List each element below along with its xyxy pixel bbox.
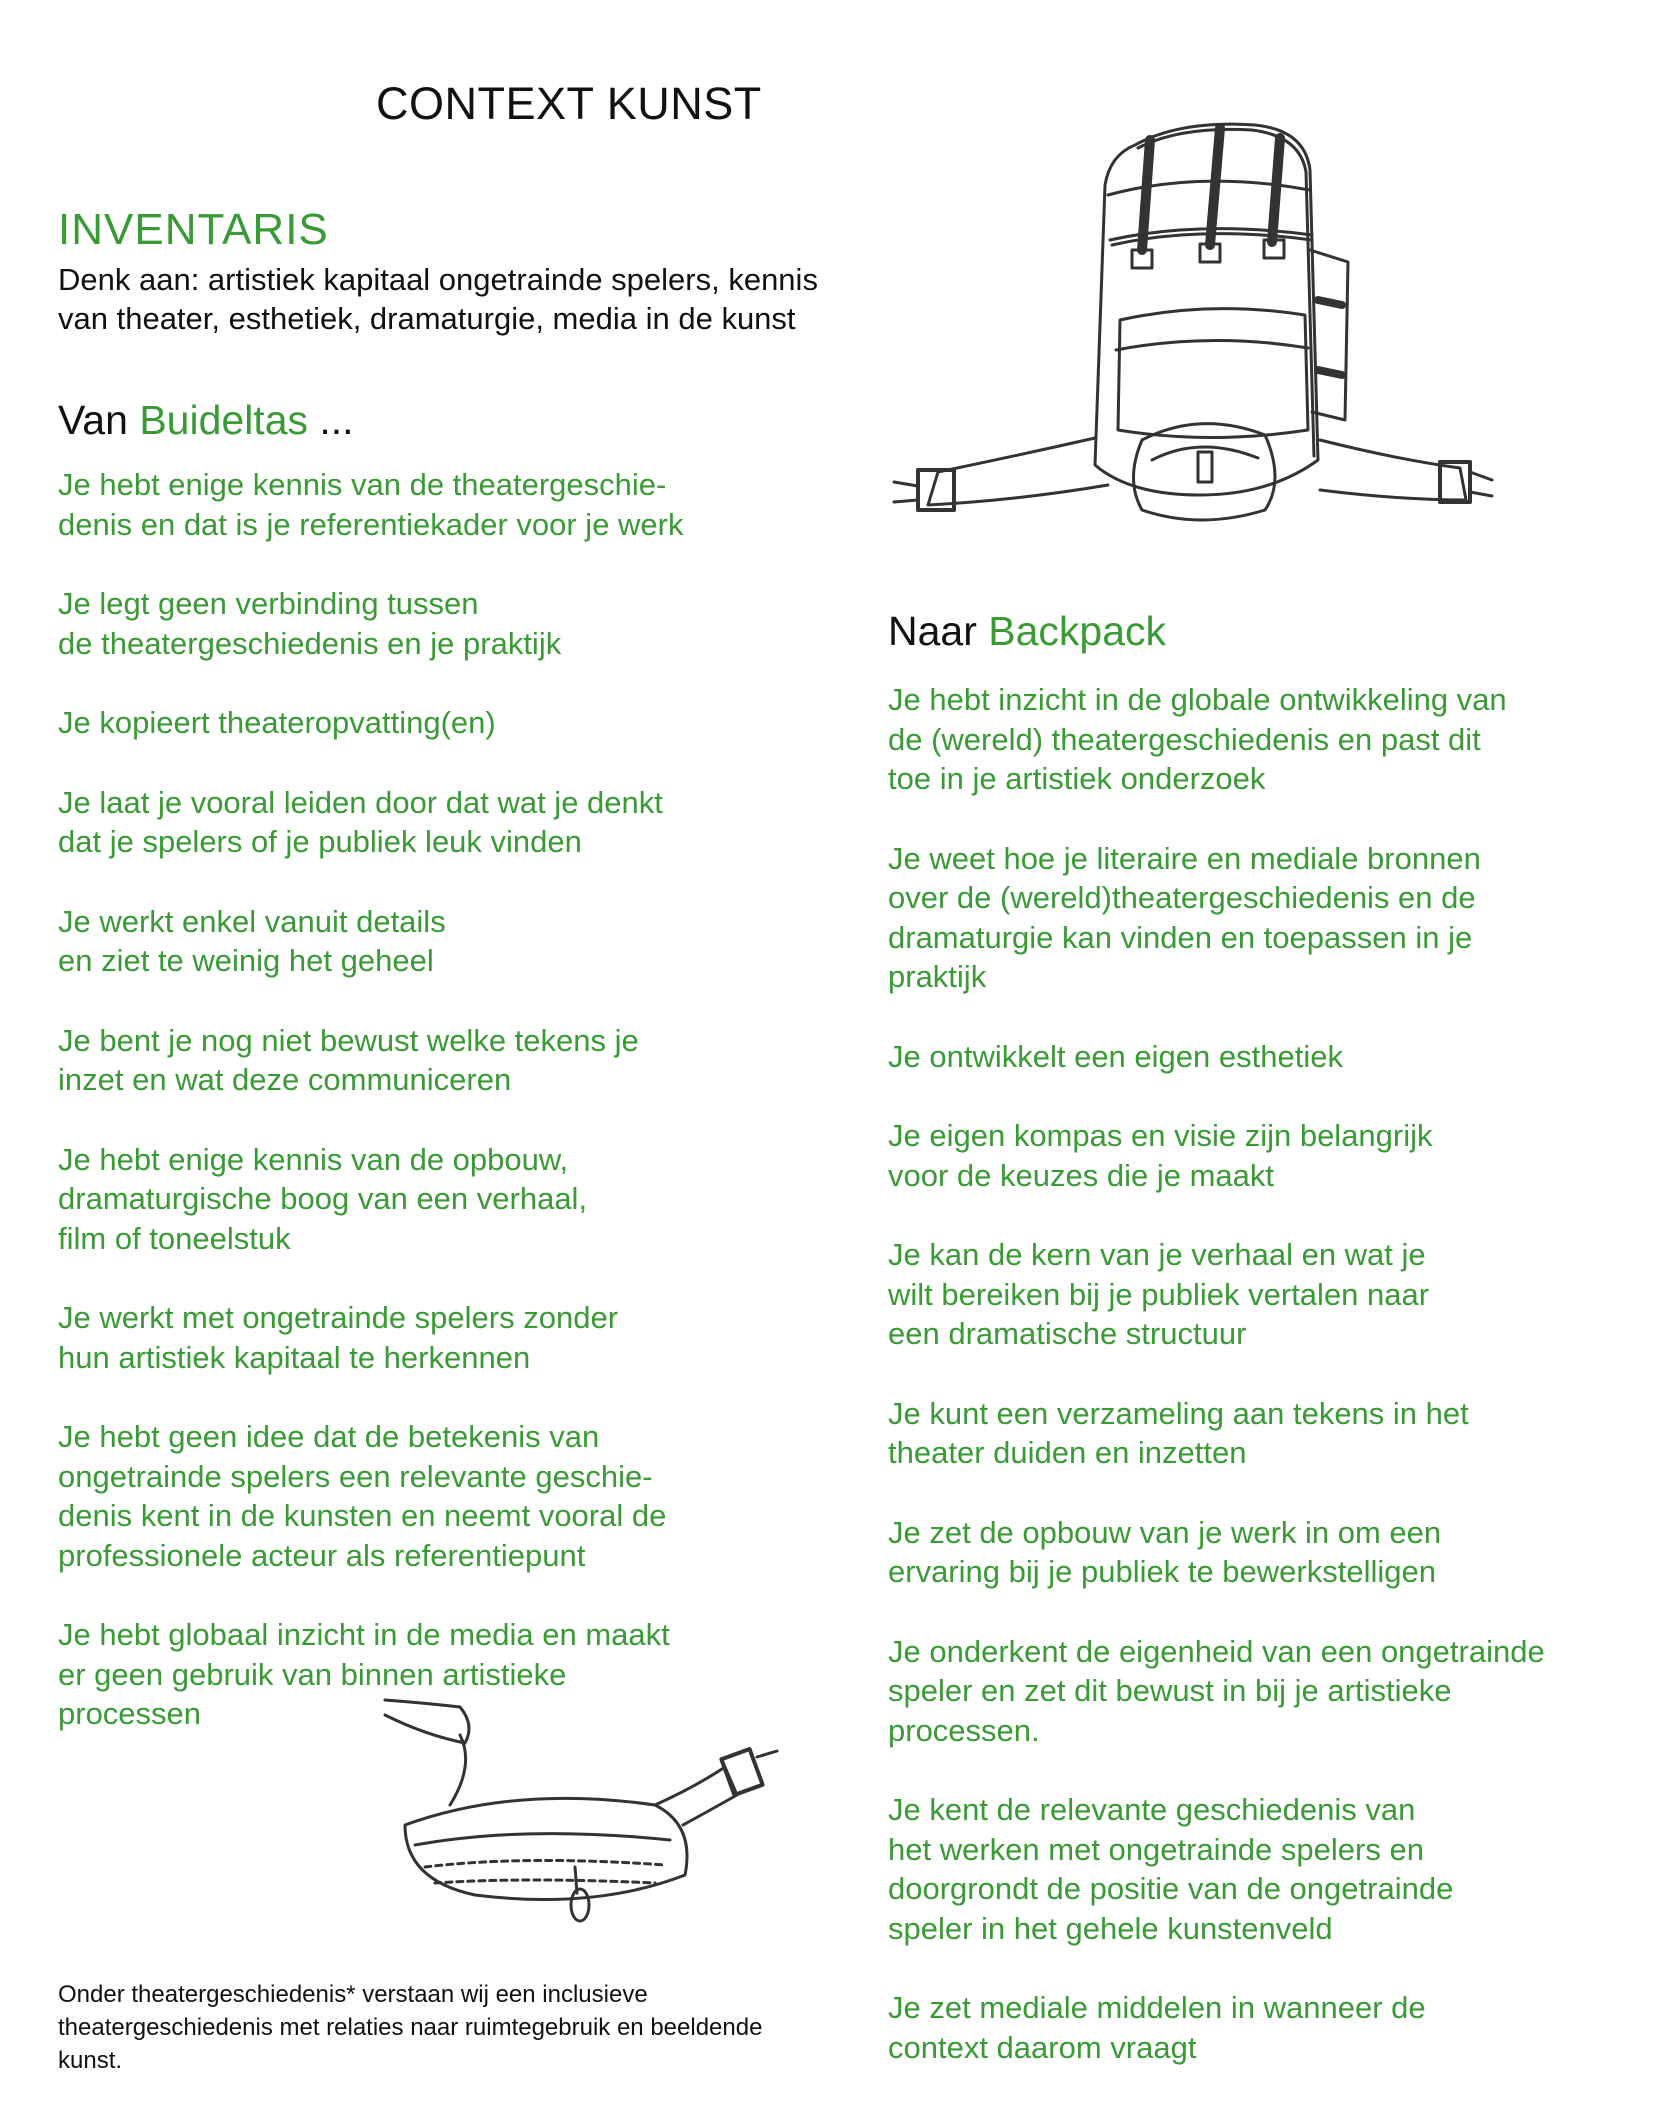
van-item: Je hebt geen idee dat de betekenis van ongetrainde spelers een relevante geschie- denis kent in de kunsten en neemt vooral de professionele acteur als referentiepunt — [58, 1419, 667, 1573]
naar-list — [888, 680, 1608, 2107]
naar-item: Je kunt een verzameling aan tekens in het theater duiden en inzetten — [888, 1395, 1469, 1470]
van-item: Je kopieert theateropvatting(en) — [58, 705, 496, 740]
belt-bag-icon — [365, 1695, 785, 1955]
naar-item: Je hebt inzicht in de globale ontwikkeling van de (wereld) theatergeschiedenis en past dit toe in je artistiek onderzoek — [888, 682, 1507, 796]
page-title: CONTEXT KUNST — [376, 78, 762, 129]
van-item: Je hebt globaal inzicht in de media en maakt er geen gebruik van binnen artistieke processen — [58, 1617, 670, 1731]
van-item: Je hebt enige kennis van de opbouw, dramaturgische boog van een verhaal, film of toneelstuk — [58, 1141, 588, 1256]
inventaris-description: Denk aan: artistiek kapitaal ongetrainde spelers, kennis van theater, esthetiek, dramaturgie, media in de kunst — [58, 262, 818, 336]
backpack-icon — [880, 100, 1500, 560]
naar-heading — [888, 608, 1166, 655]
naar-item: Je kent de relevante geschiedenis van het werken met ongetrainde spelers en doorgrondt de positie van de ongetrainde speler in het gehele kunstenveld — [888, 1792, 1454, 1946]
van-item: Je laat je vooral leiden door dat wat je denkt dat je spelers of je publiek leuk vinden — [58, 784, 663, 859]
naar-item: Je zet de opbouw van je werk in om een ervaring bij je publiek te bewerkstelligen — [888, 1514, 1442, 1589]
footnote: Onder theatergeschiedenis* verstaan wij een inclusieve theatergeschiedenis met relaties naar ruimtegebruik en beeldende kunst. — [58, 1981, 763, 2074]
van-suffix: ... — [308, 397, 354, 443]
naar-item: Je zet mediale middelen in wanneer de context daarom vraagt — [888, 1990, 1426, 2065]
naar-item: Je ontwikkelt een eigen esthetiek — [888, 1038, 1343, 1074]
van-item: Je legt geen verbinding tussen de theatergeschiedenis en je praktijk — [58, 586, 562, 661]
naar-item: Je kan de kern van je verhaal en wat je wilt bereiken bij je publiek vertalen naar een dramatische structuur — [888, 1237, 1430, 1351]
naar-item: Je onderkent de eigenheid van een ongetrainde speler en zet dit bewust in bij je artistieke processen. — [888, 1633, 1545, 1748]
naar-item: Je eigen kompas en visie zijn belangrijk voor de keuzes die je maakt — [888, 1118, 1433, 1193]
naar-prefix: Naar — [888, 608, 977, 654]
naar-name: Backpack — [988, 608, 1167, 654]
naar-item: Je weet hoe je literaire en mediale bronnen over de (wereld)theatergeschiedenis en de dramaturgie kan vinden en toepassen in je praktijk — [888, 840, 1481, 994]
van-item: Je werkt met ongetrainde spelers zonder hun artistiek kapitaal te herkennen — [58, 1300, 619, 1375]
van-list — [58, 465, 828, 1774]
van-item: Je bent je nog niet bewust welke tekens je inzet en wat deze communiceren — [58, 1022, 639, 1097]
van-item: Je hebt enige kennis van de theatergeschie- denis en dat is je referentiekader voor je werk — [58, 467, 684, 542]
van-heading — [58, 397, 354, 444]
van-prefix: Van — [58, 397, 128, 443]
van-item: Je werkt enkel vanuit details en ziet te weinig het geheel — [58, 903, 446, 978]
van-name: Buideltas — [139, 397, 308, 443]
inventaris-title: INVENTARIS — [58, 205, 329, 254]
